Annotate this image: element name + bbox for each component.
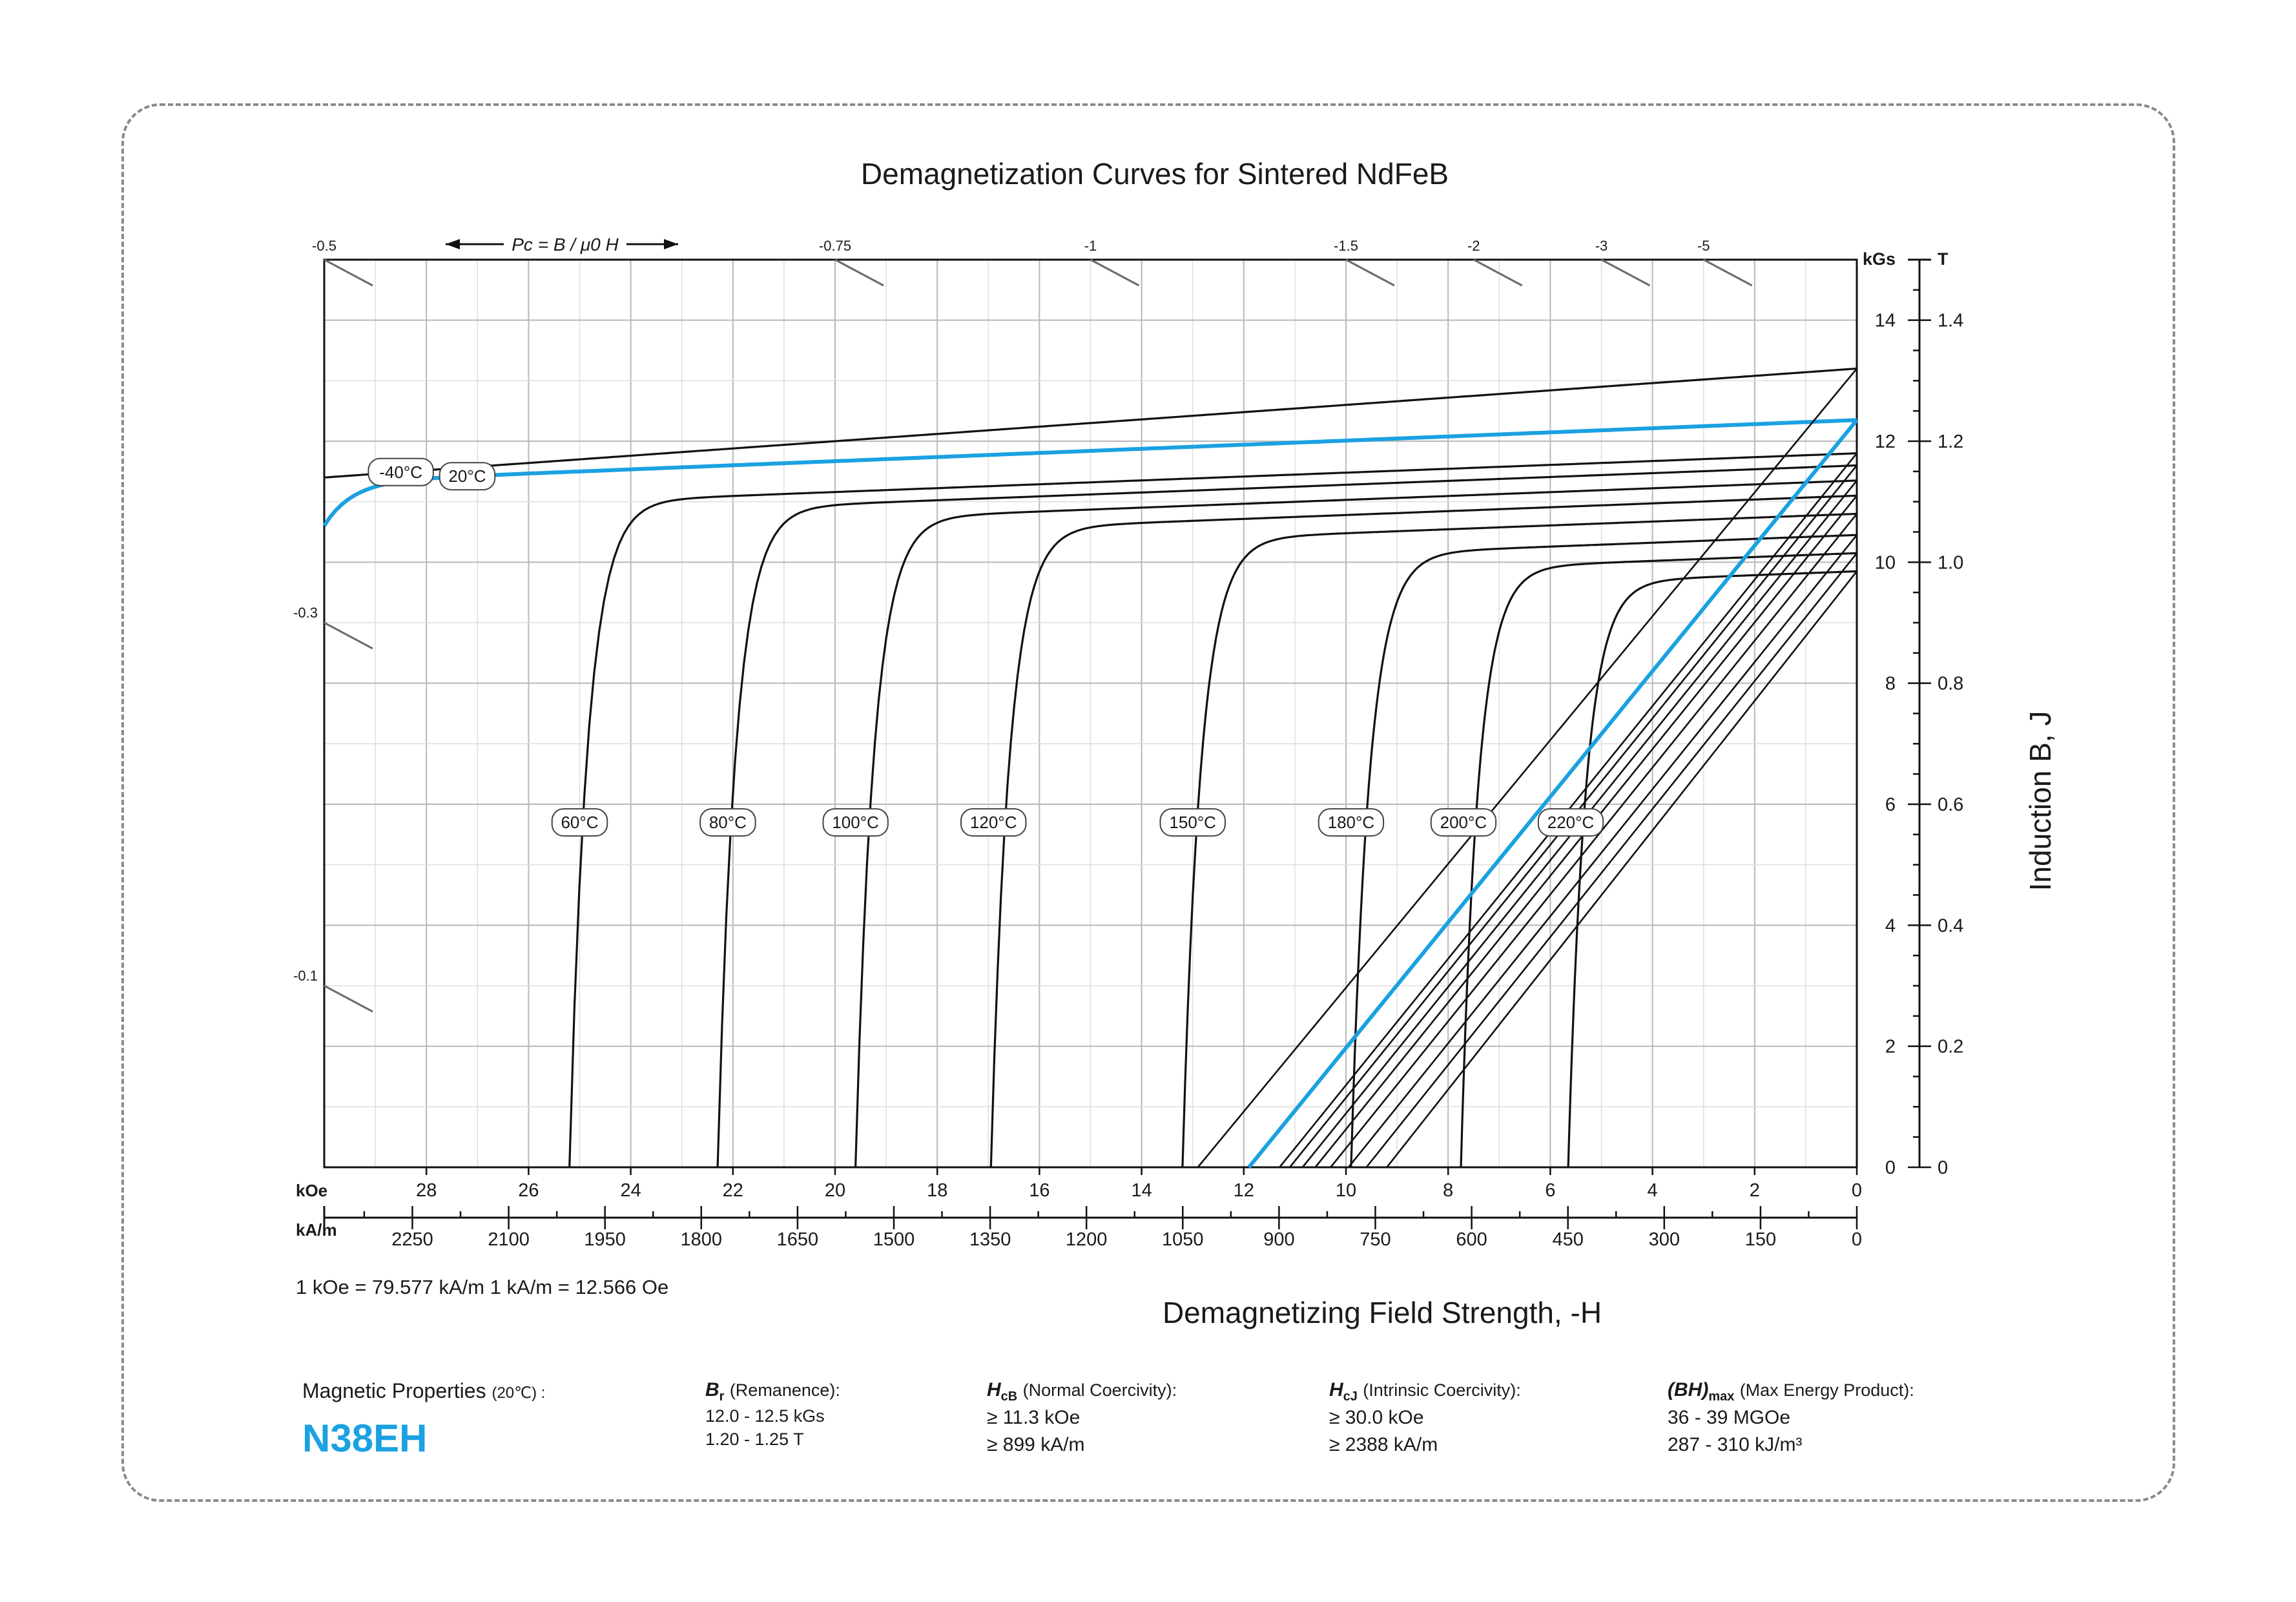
x-tick-label-koe: 10 xyxy=(1335,1180,1357,1201)
x-tick-label-kam: 150 xyxy=(1744,1229,1777,1250)
x-tick-label-koe: 28 xyxy=(416,1180,437,1201)
x-tick-label-kam: 2100 xyxy=(488,1229,530,1250)
x-tick-label-kam: 1200 xyxy=(1065,1229,1108,1250)
x-tick-label-koe: 20 xyxy=(824,1180,846,1201)
curve-label: -40°C xyxy=(379,462,423,482)
pc-tick xyxy=(835,260,884,286)
x-tick-label-koe: 22 xyxy=(722,1180,743,1201)
normal-curve xyxy=(1349,535,1857,1167)
x-tick-label-kam: 0 xyxy=(1851,1229,1863,1250)
curve-label: 20°C xyxy=(448,466,486,486)
x-tick-label-kam: 1350 xyxy=(969,1229,1011,1250)
properties-label-temp: (20℃) : xyxy=(491,1384,546,1402)
grid xyxy=(324,260,1857,1167)
y-unit-kgs: kGs xyxy=(1862,249,1896,269)
pc-tick-label: -0.5 xyxy=(312,238,336,254)
x-tick-label-koe: 18 xyxy=(927,1180,948,1201)
pc-arrow-left-head xyxy=(446,239,460,249)
x-tick-label-kam: 1950 xyxy=(584,1229,626,1250)
prop-hcb-line1: ≥ 11.3 kOe xyxy=(987,1407,1081,1428)
prop-hcb-symbol: H xyxy=(987,1379,1001,1400)
x-tick-label-kam: 900 xyxy=(1263,1229,1295,1250)
prop-br-line2: 1.20 - 1.25 T xyxy=(705,1430,804,1449)
prop-br-sub: r xyxy=(719,1389,725,1404)
grade-name: N38EH xyxy=(302,1417,428,1460)
curve-label: 80°C xyxy=(708,813,747,833)
x-tick-label-koe: 8 xyxy=(1443,1180,1454,1201)
pc-label: Pc = B / μ0 H xyxy=(512,234,619,255)
pc-tick xyxy=(1704,260,1752,286)
x-tick-label-koe: 12 xyxy=(1233,1180,1254,1201)
x-tick-label-koe: 14 xyxy=(1131,1180,1152,1201)
pc-tick xyxy=(1091,260,1139,286)
curve-labels xyxy=(368,459,1603,836)
prop-hcj xyxy=(1329,1379,1521,1459)
pc-tick-label: -1 xyxy=(1084,238,1097,254)
prop-hcb-line2: ≥ 899 kA/m xyxy=(987,1434,1085,1455)
x-tick-label-koe: 6 xyxy=(1545,1180,1556,1201)
curve-label: 150°C xyxy=(1169,813,1216,833)
x-tick-label-koe: 16 xyxy=(1029,1180,1050,1201)
intrinsic-curve xyxy=(1568,571,1857,1167)
x-unit-koe: kOe xyxy=(296,1181,328,1200)
x-axis-title: Demagnetizing Field Strength, -H xyxy=(1162,1296,1602,1329)
x-tick-label-kam: 1500 xyxy=(873,1229,915,1250)
intrinsic-curve xyxy=(718,466,1857,1168)
y-tick-label-t: 0 xyxy=(1938,1158,1949,1178)
y-axis-title: Induction B, J xyxy=(2023,711,2057,891)
x-tick-label-kam: 1650 xyxy=(776,1229,819,1250)
prop-br-line1: 12.0 - 12.5 kGs xyxy=(705,1406,825,1426)
prop-hcj-sub: cJ xyxy=(1343,1389,1358,1404)
properties-label xyxy=(302,1379,545,1403)
properties-label-text: Magnetic Properties xyxy=(302,1379,486,1402)
pc-tick-label: -0.75 xyxy=(818,238,852,254)
y-tick-label-t: 0.6 xyxy=(1938,795,1964,815)
x-tick-label-kam: 1800 xyxy=(680,1229,723,1250)
prop-br-symbol: B xyxy=(705,1379,719,1400)
y-tick-label-kgs: 2 xyxy=(1885,1036,1896,1057)
x-tick-label-kam: 450 xyxy=(1552,1229,1584,1250)
prop-hcj-line1: ≥ 30.0 kOe xyxy=(1329,1407,1424,1428)
pc-tick-label: -0.1 xyxy=(293,968,318,984)
grade-block xyxy=(302,1379,545,1461)
pc-tick-label: -0.3 xyxy=(293,605,318,621)
x-tick-label-koe: 2 xyxy=(1749,1180,1760,1201)
prop-bh-sub: max xyxy=(1708,1389,1735,1404)
curve-label: 200°C xyxy=(1440,813,1487,833)
chart-title: Demagnetization Curves for Sintered NdFeB xyxy=(860,157,1449,191)
x-tick-label-kam: 1050 xyxy=(1162,1229,1204,1250)
prop-bh xyxy=(1668,1379,1914,1459)
curve-label: 100°C xyxy=(832,813,879,833)
x-tick-label-koe: 24 xyxy=(620,1180,641,1201)
prop-hcj-symbol: H xyxy=(1329,1379,1343,1400)
y-tick-label-t: 0.8 xyxy=(1938,673,1964,694)
prop-br-desc: (Remanence): xyxy=(729,1380,840,1400)
x-unit-kam: kA/m xyxy=(296,1220,337,1240)
y-tick-label-kgs: 0 xyxy=(1885,1158,1896,1178)
x-tick-label-kam: 750 xyxy=(1360,1229,1391,1250)
x-tick-label-kam: 600 xyxy=(1456,1229,1487,1250)
intrinsic-curve xyxy=(1183,514,1857,1167)
prop-hcb-sub: cB xyxy=(1000,1389,1018,1404)
x-tick-label-koe: 0 xyxy=(1851,1180,1863,1201)
prop-hcj-desc: (Intrinsic Coercivity): xyxy=(1363,1380,1521,1400)
pc-tick xyxy=(324,260,373,286)
pc-tick xyxy=(324,986,373,1012)
normal-curve xyxy=(1327,514,1857,1167)
prop-hcb-desc: (Normal Coercivity): xyxy=(1022,1380,1177,1400)
y-tick-label-kgs: 12 xyxy=(1874,432,1896,452)
pc-tick xyxy=(1346,260,1394,286)
prop-bh-line1: 36 - 39 MGOe xyxy=(1668,1407,1791,1428)
normal-curve xyxy=(1367,553,1857,1167)
y-tick-label-t: 0.2 xyxy=(1938,1036,1964,1057)
curve-label: 180°C xyxy=(1327,813,1375,833)
y-tick-label-t: 1.2 xyxy=(1938,432,1964,452)
prop-bh-desc: (Max Energy Product): xyxy=(1739,1380,1914,1400)
pc-tick-label: -5 xyxy=(1697,238,1710,254)
prop-hcj-line2: ≥ 2388 kA/m xyxy=(1329,1434,1438,1455)
pc-tick-label: -3 xyxy=(1595,238,1608,254)
prop-hcb xyxy=(987,1379,1177,1459)
y-tick-label-kgs: 8 xyxy=(1885,673,1896,694)
normal-curve xyxy=(1387,571,1857,1167)
x-tick-label-kam: 300 xyxy=(1648,1229,1680,1250)
curve-label: 120°C xyxy=(969,813,1017,833)
pc-arrow-right-head xyxy=(664,239,678,249)
y-tick-label-kgs: 14 xyxy=(1874,310,1896,331)
pc-tick-label: -2 xyxy=(1467,238,1480,254)
x-tick-label-koe: 26 xyxy=(518,1180,539,1201)
y-tick-label-kgs: 4 xyxy=(1885,915,1896,937)
curve-label: 60°C xyxy=(561,813,599,833)
normal-curve xyxy=(1198,369,1857,1167)
unit-conversion-note: 1 kOe = 79.577 kA/m 1 kA/m = 12.566 Oe xyxy=(296,1276,669,1298)
x-tick-label-kam: 2250 xyxy=(391,1229,433,1250)
y-unit-t: T xyxy=(1938,249,1949,269)
x-tick-label-koe: 4 xyxy=(1647,1180,1658,1201)
normal-curve xyxy=(1249,420,1857,1167)
curve-label: 220°C xyxy=(1547,813,1595,833)
y-tick-label-kgs: 6 xyxy=(1885,795,1896,815)
prop-bh-line2: 287 - 310 kJ/m³ xyxy=(1668,1434,1803,1455)
y-tick-label-kgs: 10 xyxy=(1874,552,1896,574)
pc-tick xyxy=(324,623,373,649)
y-tick-label-t: 1.0 xyxy=(1938,552,1964,574)
intrinsic-curve xyxy=(991,495,1857,1167)
prop-br xyxy=(705,1379,840,1451)
pc-tick xyxy=(1602,260,1650,286)
prop-bh-symbol: (BH) xyxy=(1668,1379,1709,1400)
axes xyxy=(296,249,1963,1250)
pc-tick xyxy=(1474,260,1522,286)
pc-tick-label: -1.5 xyxy=(1334,238,1358,254)
y-tick-label-t: 0.4 xyxy=(1938,915,1964,937)
y-tick-label-t: 1.4 xyxy=(1938,310,1964,331)
